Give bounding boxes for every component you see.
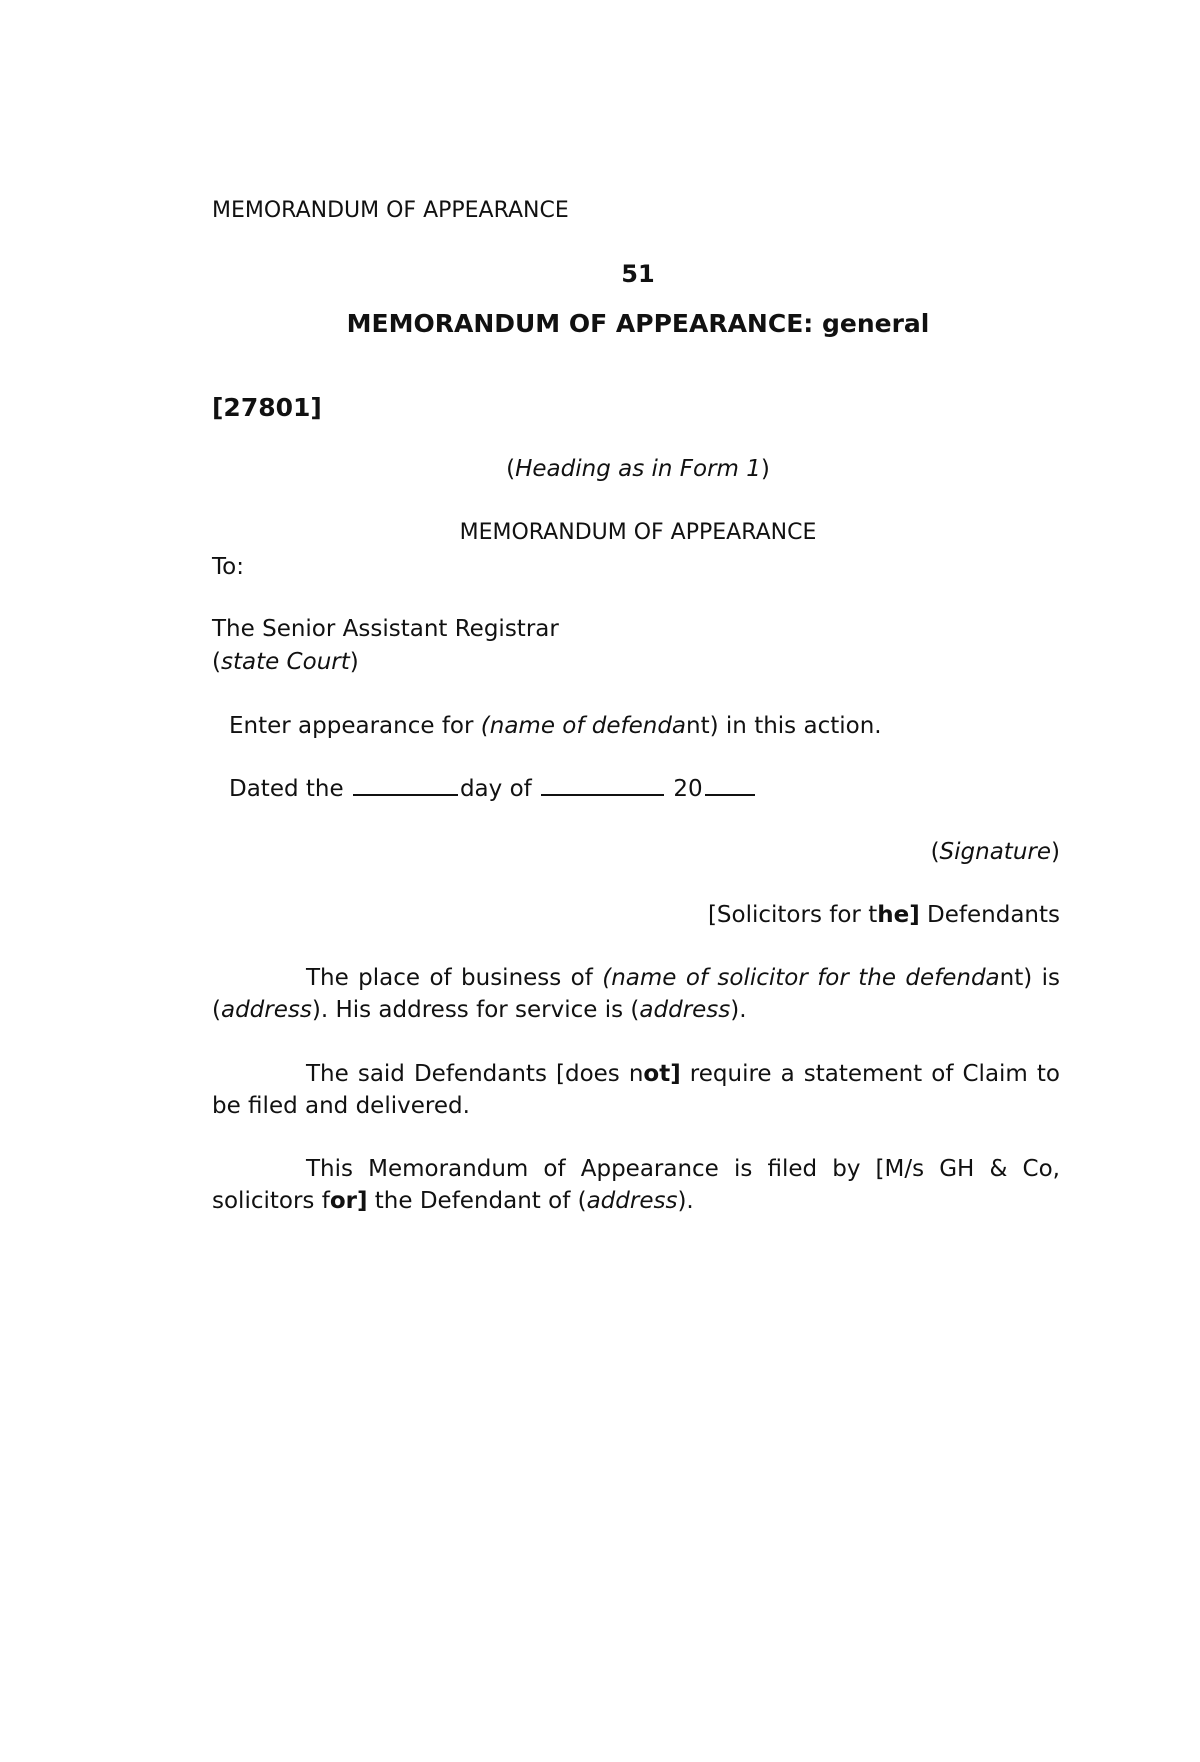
statement-paragraph [212,1058,1060,1122]
heading-note [0,453,1200,485]
day-blank [353,776,458,796]
memo-heading: MEMORANDUM OF APPEARANCE [459,520,817,545]
solicitors-line [0,899,1060,931]
court-italic: state Court [220,649,350,675]
business-paragraph [212,962,1060,1026]
to-label: To: [212,554,244,580]
business-italic-1: (name of solicitor for the defenda [602,965,1000,991]
solicitors-bold: he] [877,902,920,928]
year-blank [705,776,755,796]
business-italic-2: address [220,997,312,1023]
filed-bold: or] [329,1188,368,1214]
signature-open: ( [930,839,940,865]
form-number: 51 [621,260,655,288]
dated-prefix: Dated the [229,776,351,802]
business-part-1: The place of business of [306,965,603,991]
enter-appearance-after: nt) in this action. [686,713,882,739]
court-open: ( [212,649,221,675]
month-blank [541,776,664,796]
enter-appearance-line [229,710,882,742]
enter-appearance-italic: (name of defenda [480,713,687,739]
dated-line [229,773,757,805]
filed-part-2: the Defendant of ( [367,1188,587,1214]
business-part-2: nt) is ( [212,965,1060,1023]
form-title: MEMORANDUM OF APPEARANCE: general [346,309,930,338]
filed-italic: address [586,1188,678,1214]
filed-paragraph [212,1153,1060,1217]
heading-note-italic: Heading as in Form 1 [515,456,761,482]
dated-day-text: day of [459,776,540,802]
enter-appearance-before: Enter appearance for [229,713,481,739]
solicitors-after: Defendants [919,902,1060,928]
form-code: [27801] [212,393,322,422]
heading-note-close: ) [760,456,770,482]
signature-italic: Signature [939,839,1052,865]
statement-bold: ot] [643,1061,681,1087]
statement-part-1: The said Defendants [does n [306,1061,644,1087]
addressee-line-2 [212,646,359,678]
heading-note-open: ( [506,456,516,482]
top-header: MEMORANDUM OF APPEARANCE [212,198,569,223]
signature-close: ) [1051,839,1060,865]
filed-part-1: This Memorandum of Appearance is filed by [M/s GH & Co, solicitors f [212,1156,1060,1214]
addressee-line-1: The Senior Assistant Registrar [212,616,559,642]
business-part-4: ). [730,997,747,1023]
statement-part-2: require a statement of Claim to be filed and delivered. [212,1061,1060,1119]
business-part-3: ). His address for service is ( [311,997,640,1023]
signature-line [0,836,1060,868]
court-close: ) [349,649,359,675]
business-italic-3: address [639,997,731,1023]
dated-year-text: 20 [666,776,703,802]
solicitors-before: [Solicitors for t [707,902,878,928]
filed-part-3: ). [677,1188,694,1214]
